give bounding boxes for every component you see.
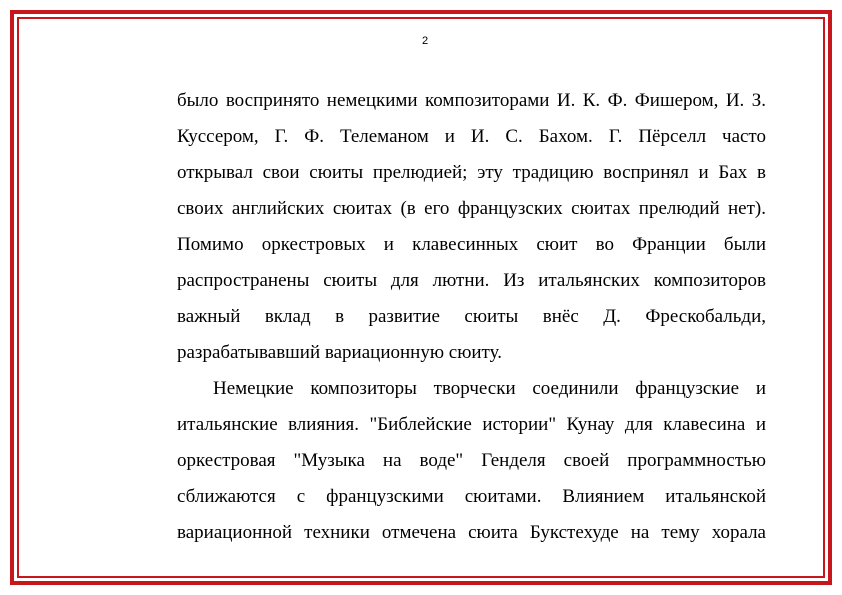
- text-line: разрабатывавший вариационную сюиту.: [177, 342, 502, 363]
- text-line: своих английских сюитах (в его французских сюитах прелюдий нет).: [177, 198, 766, 219]
- text-line: распространены сюиты для лютни. Из итальянских композиторов: [177, 270, 766, 291]
- text-line: сближаются с французскими сюитами. Влиянием итальянской: [177, 486, 766, 507]
- text-line: оркестровая "Музыка на воде" Генделя своей программностью: [177, 450, 766, 471]
- text-line: Куссером, Г. Ф. Телеманом и И. С. Бахом. Г. Пёрселл часто: [177, 126, 766, 147]
- text-line: Помимо оркестровых и клавесинных сюит во Франции были: [177, 234, 766, 255]
- text-line: Немецкие композиторы творчески соединили французские и: [213, 378, 766, 399]
- text-line: итальянские влияния. "Библейские истории" Кунау для клавесина и: [177, 414, 766, 435]
- body-text: [177, 83, 766, 551]
- text-line: было воспринято немецкими композиторами И. К. Ф. Фишером, И. З.: [177, 90, 766, 111]
- text-line: открывал свои сюиты прелюдией; эту традицию воспринял и Бах в: [177, 162, 766, 183]
- text-line: важный вклад в развитие сюиты внёс Д. Фрескобальди,: [177, 306, 766, 327]
- text-line: вариационной техники отмечена сюита Букстехуде на тему хорала: [177, 522, 766, 543]
- page-number: 2: [421, 35, 429, 47]
